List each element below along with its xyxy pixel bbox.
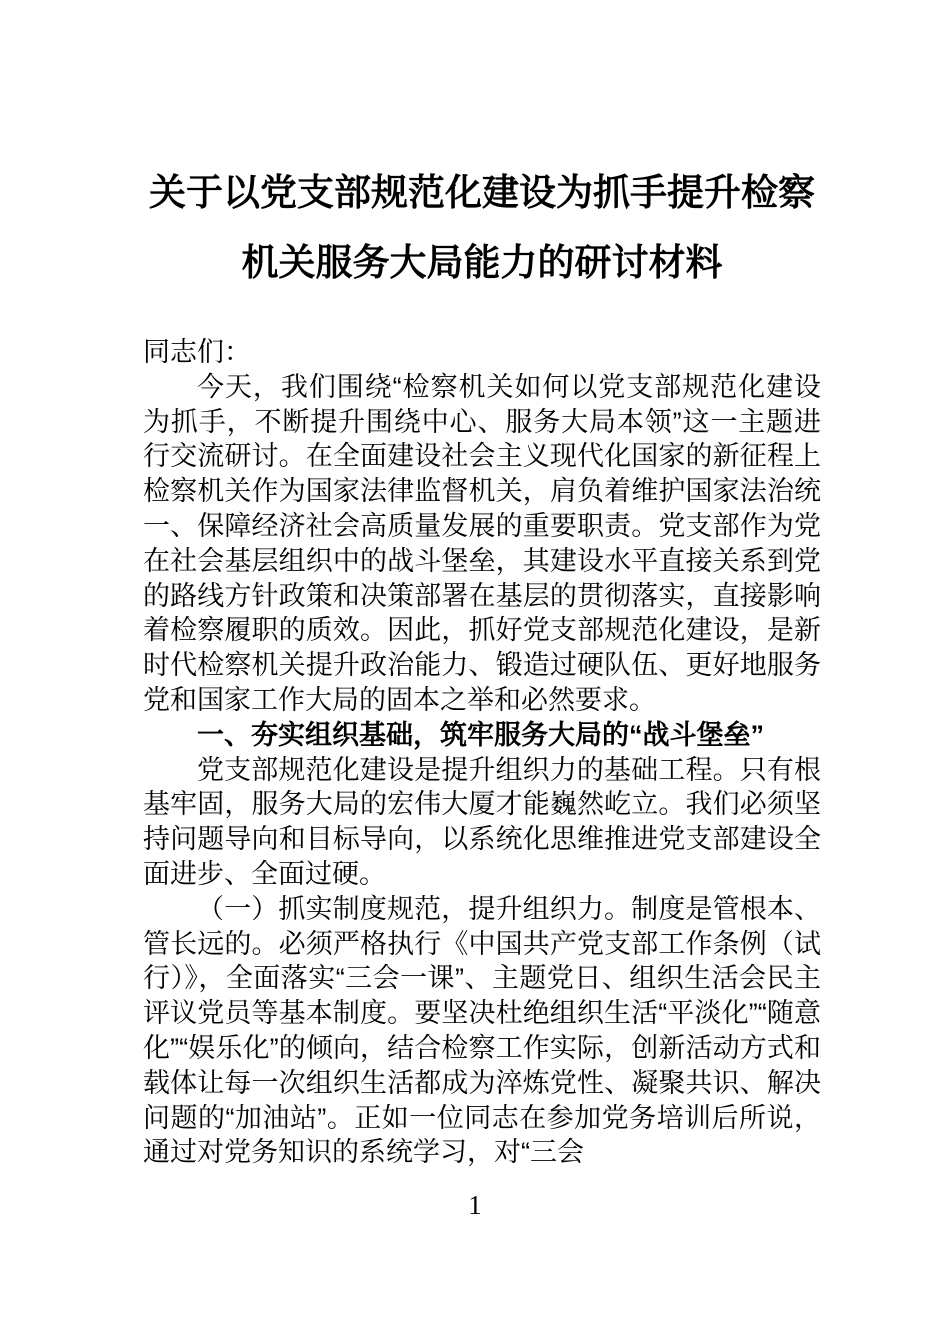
paragraph: 党支部规范化建设是提升组织力的基础工程。只有根基牢固，服务大局的宏伟大厦才能巍然屹立。我们必须坚持问题导向和目标导向，以系统化思维推进党支部建设全面进步、全面过硬。 <box>143 754 821 889</box>
document-content <box>143 158 821 1170</box>
section-heading: 一、夯实组织基础，筑牢服务大局的“战斗堡垒” <box>197 719 764 750</box>
document-title: 关于以党支部规范化建设为抓手提升检察机关服务大局能力的研讨材料 <box>149 172 815 283</box>
paragraph: 今天，我们围绕“检察机关如何以党支部规范化建设为抓手，不断提升围绕中心、服务大局本领”这一主题进行交流研讨。在全面建设社会主义现代化国家的新征程上检察机关作为国家法律监督机关，肩负着维护国家法治统一、保障经济社会高质量发展的重要职责。党支部作为党在社会基层组织中的战斗堡垒，其建设水平直接关系到党的路线方针政策和决策部署在基层的贯彻落实，直接影响着检察履职的质效。因此，抓好党支部规范化建设，是新时代检察机关提升政治能力、锻造过硬队伍、更好地服务党和国家工作大局的固本之举和必然要求。 <box>143 371 821 715</box>
document-body <box>143 335 821 1170</box>
page-number: 1 <box>468 1190 482 1220</box>
salutation: 同志们： <box>143 337 251 367</box>
paragraph: （一）抓实制度规范，提升组织力。制度是管根本、管长远的。必须严格执行《中国共产党支部工作条例（试行）》，全面落实“三会一课”、主题党日、组织生活会民主评议党员等基本制度。要坚决杜绝组织生活“平淡化”“随意化”“娱乐化”的倾向，结合检察工作实际，创新活动方式和载体让每一次组织生活都成为淬炼党性、凝聚共识、解决问题的“加油站”。正如一位同志在参加党务培训后所说，通过对党务知识的系统学习，对“三会 <box>143 893 821 1168</box>
